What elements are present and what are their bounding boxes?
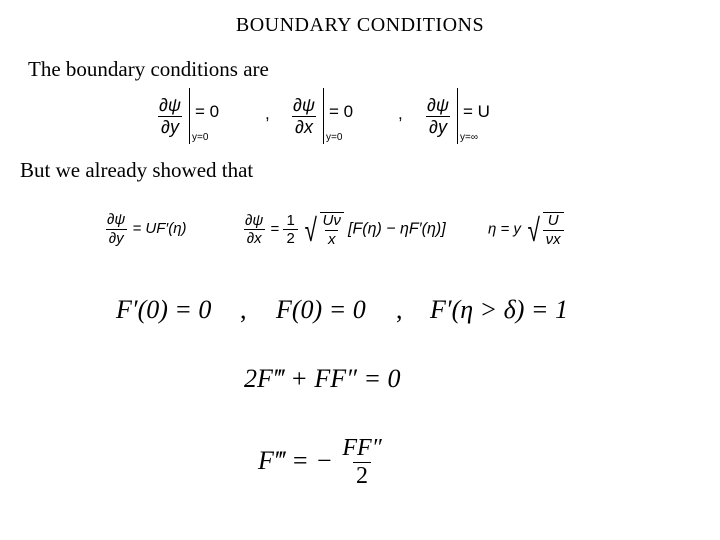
evaluation-bar [323, 88, 324, 144]
partial-fraction: $\frac{\partial\psi}{\partial y}$ [427, 94, 449, 137]
half-fraction: $\frac{1}{2}$ [283, 213, 297, 248]
velocity-v-relation: $\frac{\partial\psi}{\partial x}$ = $\frac{1}{2}$ √ $\frac{U\nu}{x}$ [F(η) − ηF′(η)] [242, 212, 446, 248]
evaluation-bar [189, 88, 190, 144]
comma-2: , [398, 104, 403, 123]
equals-u: = U [463, 101, 490, 121]
velocity-u-relation: $\frac{\partial\psi}{\partial y}$ = UF′(η) [104, 212, 187, 247]
equals-zero: = 0 [195, 101, 220, 121]
bc1-subscript: y=0 [192, 132, 209, 143]
comma-4: , [396, 295, 403, 324]
blasius-equation: 2F‴ + FF″ = 0 [244, 364, 401, 393]
bc-equation-1 [156, 88, 219, 144]
partial-fraction: $\frac{\partial\psi}{\partial y}$ [159, 94, 181, 137]
bc2-subscript: y=0 [326, 132, 343, 143]
intro-text: The boundary conditions are [28, 57, 269, 81]
f-bc-2: F(0) = 0 [276, 295, 366, 324]
bc3-subscript: y=∞ [460, 132, 478, 143]
comma-3: , [240, 295, 247, 324]
comma-1: , [265, 104, 270, 123]
f-bc-3: F′(η > δ) = 1 [430, 295, 568, 324]
evaluation-bar [457, 88, 458, 144]
blasius-rearranged: F‴ = − $\frac{FF''}{2}$ [258, 436, 385, 489]
bc-equation-3 [424, 88, 490, 144]
bc-equation-2 [290, 88, 353, 144]
partial-fraction: $\frac{\partial\psi}{\partial x}$ [293, 94, 315, 137]
square-root: √ $\frac{U}{\nu x}$ [525, 212, 564, 248]
square-root: √ $\frac{U\nu}{x}$ [302, 212, 344, 248]
partial-fraction: $\frac{\partial\psi}{\partial y}$ [107, 211, 126, 247]
ffpp-over-2: $\frac{FF''}{2}$ [342, 435, 382, 490]
similarity-variable: η = y √ $\frac{U}{\nu x}$ [488, 212, 564, 248]
already-shown-text: But we already showed that [20, 158, 254, 182]
equals-zero: = 0 [329, 101, 354, 121]
page-title: BOUNDARY CONDITIONS [235, 14, 485, 36]
partial-fraction: $\frac{\partial\psi}{\partial x}$ [245, 211, 264, 248]
f-bc-1: F′(0) = 0 [116, 295, 212, 324]
